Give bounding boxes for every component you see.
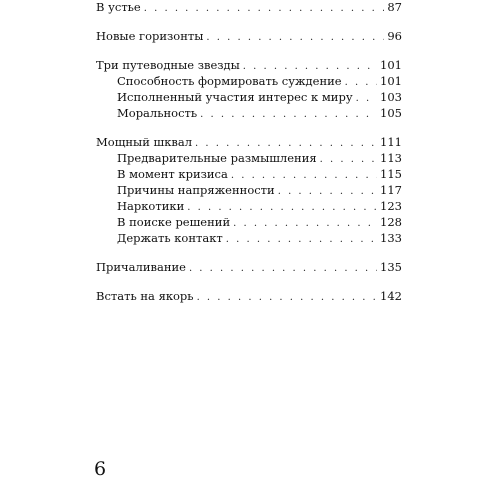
toc-entry-title: В момент кризиса	[117, 167, 228, 181]
toc-group	[96, 0, 402, 15]
toc-entry-title: Способность формировать суждение	[117, 74, 342, 88]
toc-entry-title: Наркотики	[117, 199, 185, 213]
dot-leader	[233, 216, 377, 232]
toc-subentry[interactable]	[96, 182, 402, 198]
toc-entry-title: Моральность	[117, 106, 198, 120]
toc-subentry[interactable]	[96, 214, 402, 230]
toc-entry-title: Встать на якорь	[96, 289, 194, 303]
toc-entry-title: Три путеводные звезды	[96, 58, 240, 72]
toc-entry-title: Причины напряженности	[117, 183, 275, 197]
toc-entry[interactable]	[96, 57, 402, 73]
toc-entry-page: 113	[380, 151, 402, 165]
toc-entry-page: 105	[380, 106, 402, 120]
toc-group	[96, 57, 402, 121]
toc-entry[interactable]	[96, 0, 402, 15]
toc-subentry[interactable]	[96, 166, 402, 182]
dot-leader	[226, 232, 377, 248]
toc-group	[96, 28, 402, 44]
dot-leader	[144, 1, 385, 17]
toc-entry-page: 133	[380, 231, 402, 245]
toc-group	[96, 288, 402, 304]
toc-subentry[interactable]	[96, 198, 402, 214]
toc-entry-title: Причаливание	[96, 260, 186, 274]
toc-entry-page: 101	[380, 74, 402, 88]
toc-subentry[interactable]	[96, 150, 402, 166]
toc-entry[interactable]	[96, 28, 402, 44]
toc-entry-title: Предварительные размышления	[117, 151, 317, 165]
toc-subentry[interactable]	[96, 105, 402, 121]
toc-entry-title: Держать контакт	[117, 231, 223, 245]
toc-group	[96, 134, 402, 246]
toc-entry-page: 103	[380, 90, 402, 104]
toc-entry-title: В поиске решений	[117, 215, 231, 229]
toc-entry-title: В устье	[96, 0, 141, 14]
toc-entry-page: 123	[380, 199, 402, 213]
toc-entry-page: 96	[387, 29, 402, 43]
toc-entry-page: 111	[380, 135, 402, 149]
dot-leader	[356, 91, 377, 107]
toc-group	[96, 259, 402, 275]
toc-entry[interactable]	[96, 259, 402, 275]
toc-entry-page: 115	[380, 167, 402, 181]
toc-entry-page: 142	[380, 289, 402, 303]
toc-entry-title: Мощный шквал	[96, 135, 193, 149]
dot-leader	[197, 290, 377, 306]
dot-leader	[206, 30, 384, 46]
toc-subentry[interactable]	[96, 73, 402, 89]
toc-subentry[interactable]	[96, 89, 402, 105]
toc-entry-page: 128	[380, 215, 402, 229]
toc-entry-page: 87	[387, 0, 402, 14]
toc-entry-page: 135	[380, 260, 402, 274]
page-number: 6	[94, 458, 107, 480]
dot-leader	[278, 184, 377, 200]
dot-leader	[200, 107, 377, 123]
toc-entry-title: Исполненный участия интерес к миру	[117, 90, 353, 104]
toc-entry[interactable]	[96, 288, 402, 304]
toc-entry-page: 101	[380, 58, 402, 72]
toc-subentry[interactable]	[96, 230, 402, 246]
dot-leader	[320, 152, 377, 168]
table-of-contents	[96, 0, 402, 317]
toc-entry-page: 117	[380, 183, 402, 197]
toc-entry[interactable]	[96, 134, 402, 150]
dot-leader	[189, 261, 377, 277]
toc-entry-title: Новые горизонты	[96, 29, 204, 43]
